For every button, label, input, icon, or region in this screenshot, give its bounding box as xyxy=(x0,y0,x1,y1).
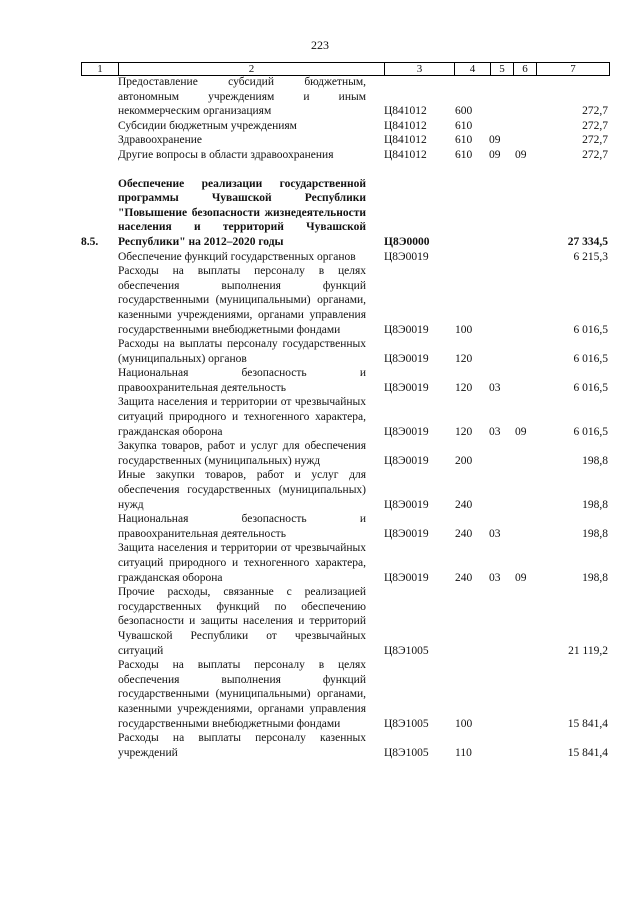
expense-type: 120 xyxy=(455,352,473,365)
table-row xyxy=(81,731,610,760)
header-col-4: 4 xyxy=(455,63,491,76)
item-name: Обеспечение функций государственных органов xyxy=(118,250,356,263)
page-number: 223 xyxy=(311,38,329,52)
table-row xyxy=(81,133,610,148)
table-row xyxy=(81,585,610,658)
header-col-1: 1 xyxy=(82,63,119,76)
table-row xyxy=(81,337,610,366)
section: 09 xyxy=(489,134,501,147)
header-col-6: 6 xyxy=(514,63,537,76)
target-code: Ц8Э0019 xyxy=(384,571,429,584)
table-row xyxy=(81,468,610,512)
target-code: Ц8Э0019 xyxy=(384,381,429,394)
amount: 15 841,4 xyxy=(567,717,608,730)
item-name: Национальная безопасность и правоохранительная деятельность xyxy=(118,367,366,394)
amount: 198,8 xyxy=(582,498,608,511)
item-name: Здравоохранение xyxy=(118,134,203,147)
table-row xyxy=(81,658,610,731)
table-row xyxy=(81,177,610,250)
table-row xyxy=(81,541,610,585)
row-spacer xyxy=(81,163,610,177)
expense-type: 100 xyxy=(455,717,473,730)
target-code: Ц841012 xyxy=(384,134,427,147)
expense-type: 240 xyxy=(455,571,473,584)
expense-type: 610 xyxy=(455,148,473,161)
table-row xyxy=(81,75,610,119)
expense-type: 240 xyxy=(455,527,473,540)
amount: 6 016,5 xyxy=(573,352,608,365)
expense-type: 610 xyxy=(455,119,473,132)
section: 09 xyxy=(489,148,501,161)
table-row xyxy=(81,264,610,337)
table-row xyxy=(81,395,610,439)
item-name: Субсидии бюджетным учреждениям xyxy=(118,119,297,132)
subsection: 09 xyxy=(515,571,527,584)
amount: 21 119,2 xyxy=(568,644,608,657)
expense-type: 600 xyxy=(455,105,473,118)
target-code: Ц8Э0019 xyxy=(384,323,429,336)
table-row xyxy=(81,439,610,468)
item-name: Защита населения и территории от чрезвычайных ситуаций природного и техногенного характера, гражданская оборона xyxy=(118,396,366,438)
expense-type: 120 xyxy=(455,381,473,394)
expense-type: 100 xyxy=(455,323,473,336)
amount: 198,8 xyxy=(582,527,608,540)
expense-type: 110 xyxy=(455,746,472,759)
subsection: 09 xyxy=(515,425,527,438)
target-code: Ц8Э0019 xyxy=(384,425,429,438)
item-name: Расходы на выплаты персоналу в целях обеспечения выполнения функций государственными (муниципальными) органами, казенными учреждениями, органами управления государственными внебюджетными фондами xyxy=(118,659,366,730)
header-col-5: 5 xyxy=(491,63,514,76)
row-number: 8.5. xyxy=(81,235,99,248)
section: 03 xyxy=(489,527,501,540)
item-name: Расходы на выплаты персоналу казенных учреждений xyxy=(118,732,366,759)
budget-table-body xyxy=(81,75,610,760)
target-code: Ц841012 xyxy=(384,105,427,118)
target-code: Ц8Э1005 xyxy=(384,644,429,657)
expense-type: 240 xyxy=(455,498,473,511)
target-code: Ц8Э1005 xyxy=(384,717,429,730)
amount: 272,7 xyxy=(582,148,608,161)
item-name: Прочие расходы, связанные с реализацией государственных функций по обеспечению безопасности и защиты населения и территорий Чувашской Республики от чрезвычайных ситуаций xyxy=(118,586,366,657)
target-code: Ц8Э0000 xyxy=(384,235,430,248)
item-name: Иные закупки товаров, работ и услуг для обеспечения государственных (муниципальных) нужд xyxy=(118,469,366,511)
amount: 6 215,3 xyxy=(573,250,608,263)
target-code: Ц8Э0019 xyxy=(384,352,429,365)
amount: 6 016,5 xyxy=(573,323,608,336)
target-code: Ц8Э0019 xyxy=(384,250,429,263)
item-name: Расходы на выплаты персоналу государственных (муниципальных) органов xyxy=(118,338,366,365)
table-row xyxy=(81,119,610,134)
amount: 27 334,5 xyxy=(567,235,608,248)
header-col-3: 3 xyxy=(385,63,455,76)
amount: 198,8 xyxy=(582,571,608,584)
section: 03 xyxy=(489,425,501,438)
item-name: Закупка товаров, работ и услуг для обеспечения государственных (муниципальных) нужд xyxy=(118,440,366,467)
header-col-7: 7 xyxy=(537,63,610,76)
table-row xyxy=(81,366,610,395)
item-name: Другие вопросы в области здравоохранения xyxy=(118,148,334,161)
table-row xyxy=(81,250,610,265)
expense-type: 200 xyxy=(455,454,473,467)
header-col-2: 2 xyxy=(119,63,385,76)
item-name: Предоставление субсидий бюджетным, автономным учреждениям и иным некоммерческим организациям xyxy=(118,76,366,118)
amount: 6 016,5 xyxy=(573,381,608,394)
expense-type: 610 xyxy=(455,134,473,147)
subsection: 09 xyxy=(515,148,527,161)
table-row xyxy=(81,512,610,541)
amount: 272,7 xyxy=(582,105,608,118)
target-code: Ц8Э0019 xyxy=(384,498,429,511)
item-name: Национальная безопасность и правоохранительная деятельность xyxy=(118,513,366,540)
amount: 272,7 xyxy=(582,134,608,147)
target-code: Ц841012 xyxy=(384,119,427,132)
expense-type: 120 xyxy=(455,425,473,438)
section: 03 xyxy=(489,381,501,394)
amount: 198,8 xyxy=(582,454,608,467)
target-code: Ц841012 xyxy=(384,148,427,161)
amount: 15 841,4 xyxy=(567,746,608,759)
table-header xyxy=(81,62,610,76)
amount: 6 016,5 xyxy=(573,425,608,438)
item-name: Защита населения и территории от чрезвычайных ситуаций природного и техногенного характера, гражданская оборона xyxy=(118,542,366,584)
item-name: Расходы на выплаты персоналу в целях обеспечения выполнения функций государственными (муниципальными) органами, казенными учреждениями, органами управления государственными внебюджетными фондами xyxy=(118,265,366,336)
target-code: Ц8Э0019 xyxy=(384,454,429,467)
item-name: Обеспечение реализации государственной программы Чувашской Республики "Повышение безопасности жизнедеятельности населения и территорий Чувашской Республики" на 2012–2020 годы xyxy=(118,177,366,248)
table-row xyxy=(81,148,610,163)
section: 03 xyxy=(489,571,501,584)
target-code: Ц8Э0019 xyxy=(384,527,429,540)
target-code: Ц8Э1005 xyxy=(384,746,429,759)
amount: 272,7 xyxy=(582,119,608,132)
